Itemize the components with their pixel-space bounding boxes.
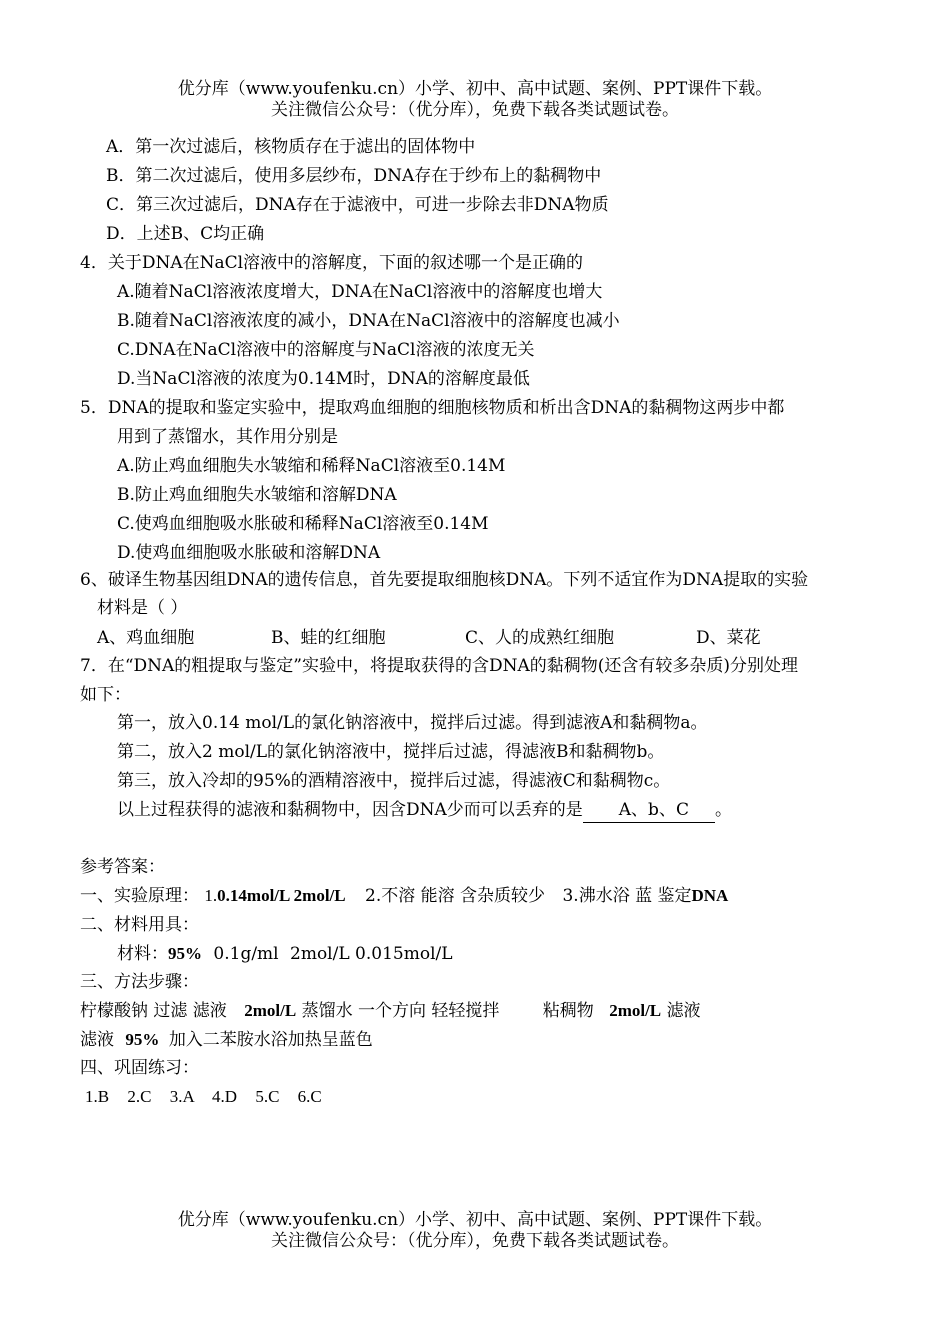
answers-section-3-line-2 xyxy=(80,1028,373,1052)
q6-stem-line-1: 6、破译生物基因组DNA的遗传信息，首先要提取细胞核DNA。下列不适宜作为DNA提取的实验 xyxy=(80,570,809,590)
q5-option-d: D.使鸡血细胞吸水胀破和溶解DNA xyxy=(117,543,381,563)
q6-option-c: C、人的成熟红细胞 xyxy=(465,628,615,648)
footer-line-1: 优分库（www.youfenku.cn）小学、初中、高中试题、案例、PPT课件下载。 xyxy=(177,1210,773,1230)
q6-stem-line-2: 材料是（ ） xyxy=(97,598,188,618)
q7-stem-line-1: 7．在“DNA的粗提取与鉴定”实验中，将提取获得的含DNA的黏稠物(还含有较多杂质)分别处理 xyxy=(80,656,799,676)
q4-stem: 4．关于DNA在NaCl溶液中的溶解度，下面的叙述哪一个是正确的 xyxy=(80,253,584,273)
q3-option-b: B．第二次过滤后，使用多层纱布，DNA存在于纱布上的黏稠物中 xyxy=(106,166,602,186)
answers-section-2-materials xyxy=(117,942,453,966)
q3-option-a: A．第一次过滤后，核物质存在于滤出的固体物中 xyxy=(106,137,476,157)
q4-option-d: D.当NaCl溶液的浓度为0.14M时，DNA的溶解度最低 xyxy=(117,369,530,389)
q7-final-line xyxy=(117,798,732,823)
q5-stem-line-2: 用到了蒸馏水，其作用分别是 xyxy=(117,427,338,447)
section-3-part-e: 2mol/L xyxy=(609,1001,662,1020)
footer-line-2: 关注微信公众号：（优分库），免费下载各类试题试卷。 xyxy=(271,1231,679,1251)
q5-option-b: B.防止鸡血细胞失水皱缩和溶解DNA xyxy=(117,485,397,505)
exercise-answer-1: 1.B xyxy=(85,1087,110,1106)
exercise-answer-5: 5.C xyxy=(255,1087,280,1106)
q5-stem-line-1: 5．DNA的提取和鉴定实验中，提取鸡血细胞的细胞核物质和析出含DNA的黏稠物这两步中都 xyxy=(80,398,785,418)
exercise-answer-6: 6.C xyxy=(297,1087,322,1106)
answers-section-3-label: 三、方法步骤： xyxy=(80,972,199,992)
answers-section-3-line-1 xyxy=(80,999,701,1023)
q7-step-3: 第三，放入冷却的95%的酒精溶液中，搅拌后过滤，得滤液C和黏稠物c。 xyxy=(117,771,671,791)
q6-option-a: A、鸡血细胞 xyxy=(97,628,195,648)
section-2-alcohol: 95% xyxy=(168,944,202,963)
section-3-part-i: 加入二苯胺水浴加热呈蓝色 xyxy=(168,1030,373,1050)
header-line-1: 优分库（www.youfenku.cn）小学、初中、高中试题、案例、PPT课件下载。 xyxy=(177,79,773,99)
q6-option-b: B、蛙的红细胞 xyxy=(271,628,386,648)
section-3-part-a: 柠檬酸钠 过滤 滤液 xyxy=(80,1001,227,1021)
section-2-reagent: 0.1g/ml xyxy=(213,944,279,964)
section-3-part-h: 95% xyxy=(125,1030,160,1049)
exercise-answer-2: 2.C xyxy=(127,1087,152,1106)
section-3-part-c: 蒸馏水 一个方向 轻轻搅拌 xyxy=(301,1001,500,1021)
section-2-prefix: 材料： xyxy=(117,944,168,964)
section-1-item-1-value: 0.14mol/L 2mol/L xyxy=(217,886,346,905)
section-3-part-b: 2mol/L xyxy=(244,1001,297,1020)
section-2-concentrations: 2mol/L 0.015mol/L xyxy=(290,944,453,964)
answers-section-4-list xyxy=(85,1085,322,1109)
section-1-item-2: 2.不溶 能溶 含杂质较少 xyxy=(365,886,546,906)
q7-step-2: 第二，放入2 mol/L的氯化钠溶液中，搅拌后过滤，得滤液B和黏稠物b。 xyxy=(117,742,665,762)
q5-option-a: A.防止鸡血细胞失水皱缩和稀释NaCl溶液至0.14M xyxy=(117,456,506,476)
answers-section-2-label: 二、材料用具： xyxy=(80,915,199,935)
q7-final-prefix: 以上过程获得的滤液和黏稠物中，因含DNA少而可以丢弃的是 xyxy=(117,800,583,820)
q7-answer-blank: A、b、C xyxy=(583,798,715,823)
q4-option-a: A.随着NaCl溶液浓度增大，DNA在NaCl溶液中的溶解度也增大 xyxy=(117,282,603,302)
q5-option-c: C.使鸡血细胞吸水胀破和稀释NaCl溶液至0.14M xyxy=(117,514,489,534)
q6-option-d: D、菜花 xyxy=(696,628,761,648)
q3-option-c: C．第三次过滤后，DNA存在于滤液中，可进一步除去非DNA物质 xyxy=(106,195,609,215)
section-1-label: 一、实验原理： xyxy=(80,886,199,906)
section-3-part-d: 粘稠物 xyxy=(542,1001,594,1021)
answers-title: 参考答案： xyxy=(80,857,165,877)
q7-step-1: 第一，放入0.14 mol/L的氯化钠溶液中，搅拌后过滤。得到滤液A和黏稠物a。 xyxy=(117,713,708,733)
answers-section-4-label: 四、巩固练习： xyxy=(80,1058,199,1078)
q4-option-c: C.DNA在NaCl溶液中的溶解度与NaCl溶液的浓度无关 xyxy=(117,340,535,360)
q7-final-suffix: 。 xyxy=(714,800,732,820)
section-1-item-1-number: 1. xyxy=(204,886,218,905)
section-1-item-3-dna: DNA xyxy=(691,886,729,905)
q7-stem-line-2: 如下： xyxy=(80,685,131,705)
q3-option-d: D．上述B、C均正确 xyxy=(106,224,265,244)
section-3-part-g: 滤液 xyxy=(80,1030,114,1050)
section-1-item-3: 3.沸水浴 蓝 鉴定 xyxy=(562,886,692,906)
q4-option-b: B.随着NaCl溶液浓度的减小，DNA在NaCl溶液中的溶解度也减小 xyxy=(117,311,620,331)
exercise-answer-4: 4.D xyxy=(212,1087,238,1106)
header-line-2: 关注微信公众号：（优分库），免费下载各类试题试卷。 xyxy=(271,100,679,120)
answers-section-1 xyxy=(80,884,728,908)
exercise-answer-3: 3.A xyxy=(169,1087,194,1106)
section-3-part-f: 滤液 xyxy=(666,1001,701,1021)
